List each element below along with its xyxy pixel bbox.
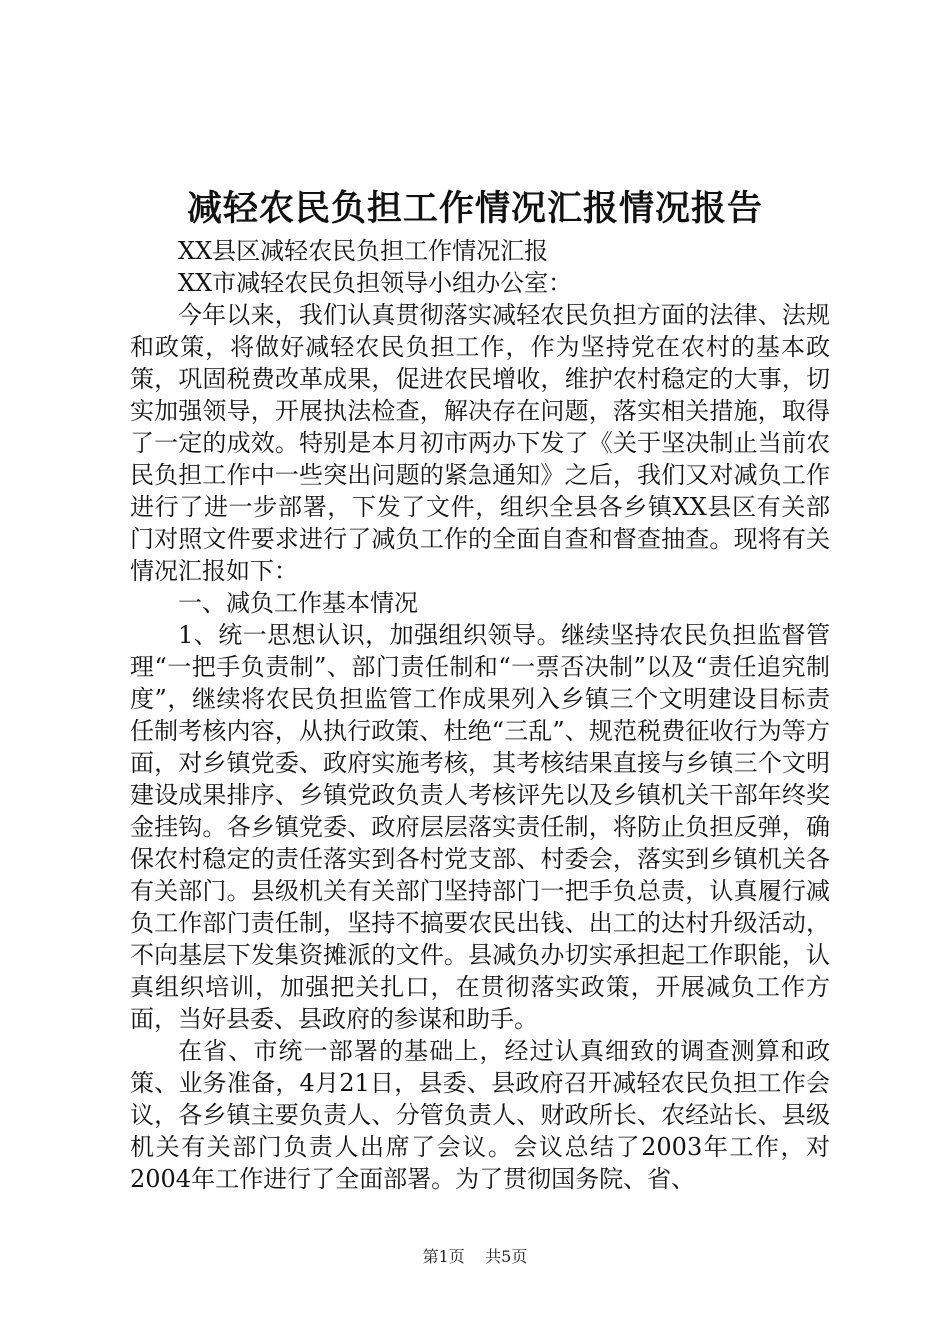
body-paragraph: 1、统一思想认识，加强组织领导。继续坚持农民负担监督管理“一把手负责制”、部门责任制和“一票否决制”以及“责任追究制度”，继续将农民负担监管工作成果列入乡镇三个文明建设目标责任制考核内容，从执行政策、杜绝“三乱”、规范税费征收行为等方面，对乡镇党委、政府实施考核，其考核结果直接与乡镇三个文明建设成果排序、乡镇党政负责人考核评先以及乡镇机关干部年终奖金挂钩。各乡镇党委、政府层层落实责任制，将防止负担反弹，确保农村稳定的责任落实到各村党支部、村委会，落实到乡镇机关各有关部门。县级机关有关部门坚持部门一把手负总责，认真履行减负工作部门责任制，坚持不搞要农民出钱、出工的达村升级活动，不向基层下发集资摊派的文件。县减负办切实承担起工作职能，认真组织培训，加强把关扎口，在贯彻落实政策，开展减负工作方面，当好县委、县政府的参谋和助手。 [130,621,830,1033]
document-body [130,235,830,1195]
body-paragraph: 在省、市统一部署的基础上，经过认真细致的调查测算和政策、业务准备，4月21日，县委、县政府召开减轻农民负担工作会议，各乡镇主要负责人、分管负责人、财政所长、农经站长、县级机关有关部门负责人出席了会议。会议总结了2003年工作，对2004年工作进行了全面部署。为了贯彻国务院、省、 [130,1037,830,1193]
report-subtitle: XX县区减轻农民负担工作情况汇报 [178,237,549,265]
addressee-line: XX市减轻农民负担领导小组办公室： [178,269,573,297]
page-number: 第1页 [422,1247,465,1266]
page-separator [470,1247,480,1266]
body-paragraph: 今年以来，我们认真贯彻落实减轻农民负担方面的法律、法规和政策，将做好减轻农民负担工作，作为坚持党在农村的基本政策，巩固税费改革成果，促进农民增收，维护农村稳定的大事，切实加强领导，开展执法检查，解决存在问题，落实相关措施，取得了一定的成效。特别是本月初市两办下发了《关于坚决制止当前农民负担工作中一些突出问题的紧急通知》之后，我们又对减负工作进行了进一步部署，下发了文件，组织全县各乡镇XX县区有关部门对照文件要求进行了减负工作的全面自查和督查抽查。现将有关情况汇报如下： [130,301,830,585]
section-heading: 一、减负工作基本情况 [178,589,418,617]
page-total: 共5页 [485,1247,528,1266]
page-footer [0,1245,950,1269]
document-title: 减轻农民负担工作情况汇报情况报告 [186,188,763,229]
